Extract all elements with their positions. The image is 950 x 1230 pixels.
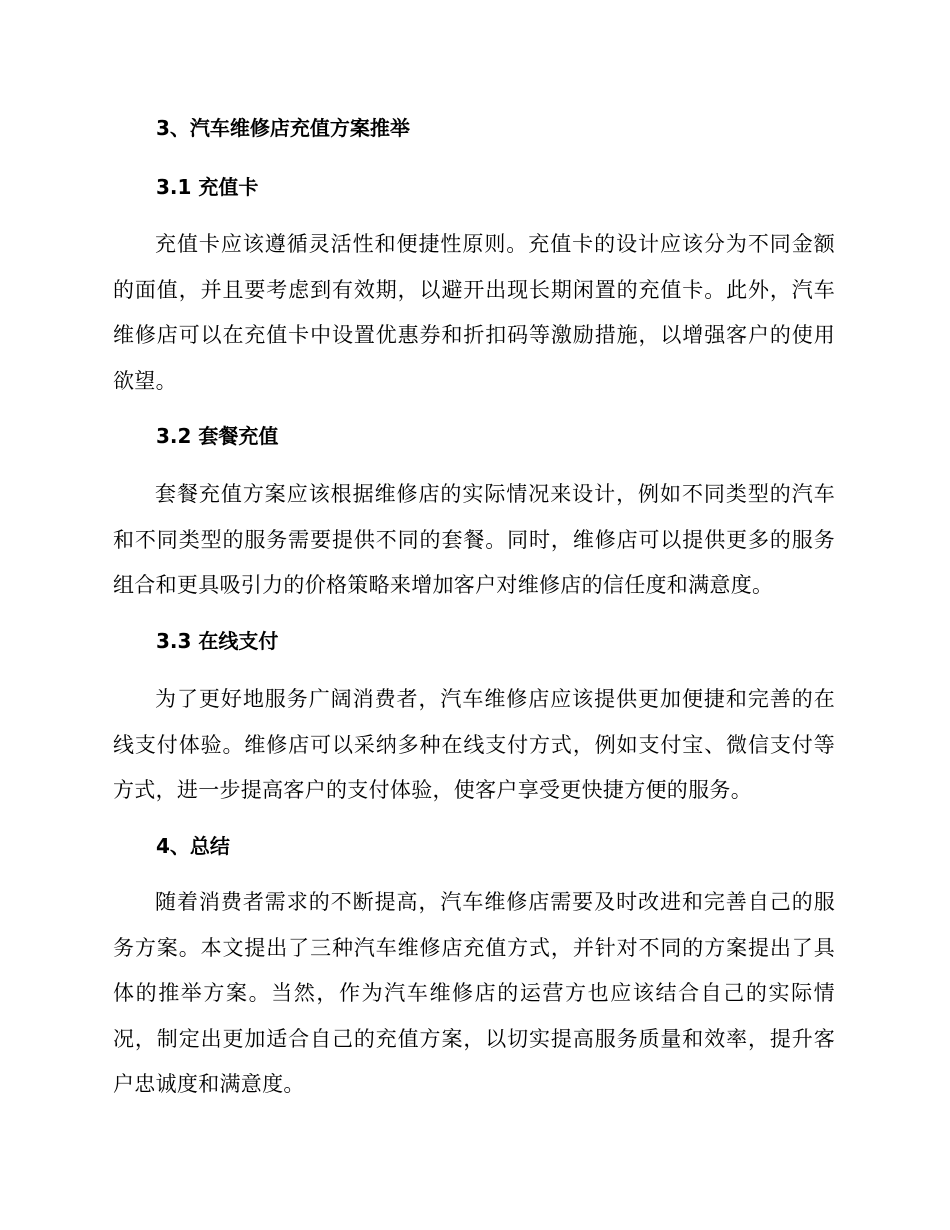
paragraph-3-2: 套餐充值方案应该根据维修店的实际情况来设计，例如不同类型的汽车和不同类型的服务需要提供不同的套餐。同时，维修店可以提供更多的服务组合和更具吸引力的价格策略来增加客户对维修店的信任度和满意度。 bbox=[113, 482, 835, 597]
paragraph-3-1: 充值卡应该遵循灵活性和便捷性原则。充值卡的设计应该分为不同金额的面值，并且要考虑到有效期，以避开出现长期闲置的充值卡。此外，汽车维修店可以在充值卡中设置优惠券和折扣码等激励措施，以增强客户的使用欲望。 bbox=[113, 232, 835, 393]
paragraph-3-3: 为了更好地服务广阔消费者，汽车维修店应该提供更加便捷和完善的在线支付体验。维修店可以采纳多种在线支付方式，例如支付宝、微信支付等方式，进一步提高客户的支付体验，使客户享受更快捷方便的服务。 bbox=[113, 687, 835, 802]
paragraph-4: 随着消费者需求的不断提高，汽车维修店需要及时改进和完善自己的服务方案。本文提出了三种汽车维修店充值方式，并针对不同的方案提出了具体的推举方案。当然，作为汽车维修店的运营方也应该结合自己的实际情况，制定出更加适合自己的充值方案，以切实提高服务质量和效率，提升客户忠诚度和满意度。 bbox=[113, 890, 835, 1096]
section-heading-3-3: 3.3 在线支付 bbox=[156, 629, 279, 653]
section-heading-3-2: 3.2 套餐充值 bbox=[156, 424, 279, 448]
section-heading-3-1: 3.1 充值卡 bbox=[156, 175, 259, 199]
section-heading-3: 3、汽车维修店充值方案推举 bbox=[156, 116, 410, 140]
section-heading-4: 4、总结 bbox=[156, 834, 230, 858]
